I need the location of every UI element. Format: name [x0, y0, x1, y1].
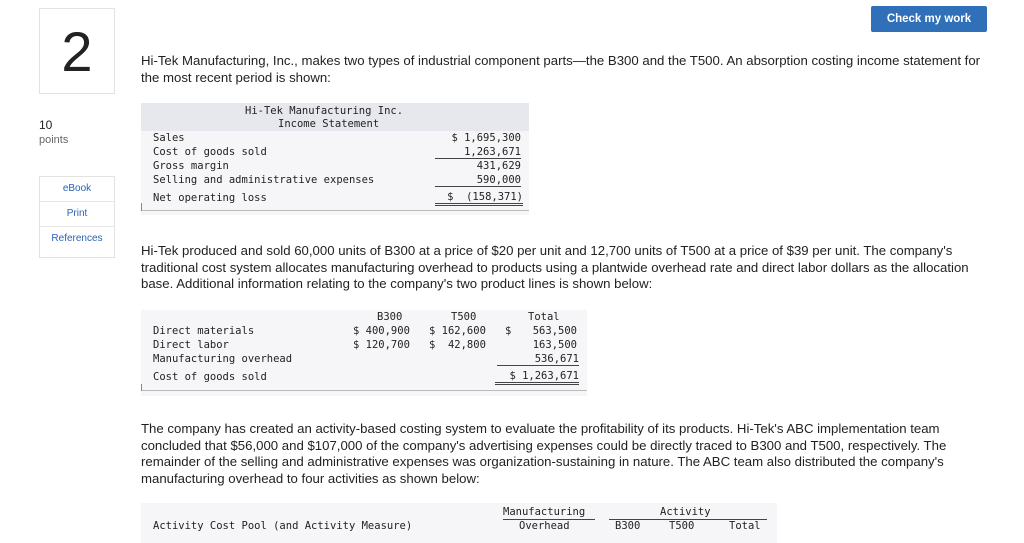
resource-links [39, 176, 115, 258]
activity-col-total: Total [729, 520, 761, 532]
intro-text: Hi-Tek Manufacturing, Inc., makes two types of industrial component parts—the B300 and the T500. An absorption costing income statement for the most recent period is shown: [141, 53, 981, 85]
income-statement-table [141, 103, 529, 215]
col-b300: B300 [377, 311, 403, 323]
col-t500: T500 [451, 311, 477, 323]
sga-label: Selling and administrative expenses [153, 174, 375, 186]
activity-col-t500: T500 [669, 520, 695, 532]
sales-value: $ 1,695,300 [451, 132, 521, 144]
dm-b300: $ 400,900 [353, 325, 410, 337]
mo-header-line1: Manufacturing [503, 506, 586, 518]
sga-value: 590,000 [435, 174, 521, 187]
production-text: Hi-Tek produced and sold 60,000 units of B300 at a price of $20 per unit and 12,700 units of T500 at a price of $39 per unit. The company's traditional cost system allocates manufacturing overhead to products using a plantwide overhead rate and direct labor dollars as the allocation base. Additional information relating to the company's two product lines is shown below: [141, 243, 969, 291]
question-number: 2 [39, 8, 115, 94]
activity-col-b300: B300 [615, 520, 641, 532]
gross-margin-label: Gross margin [153, 160, 229, 172]
dl-b300: $ 120,700 [353, 339, 410, 351]
dm-t500: $ 162,600 [429, 325, 486, 337]
points-value: 10 [39, 118, 53, 132]
income-statement-subtitle: Income Statement [278, 118, 380, 130]
net-loss-label: Net operating loss [153, 192, 267, 204]
dl-label: Direct labor [153, 339, 229, 351]
check-my-work-button[interactable]: Check my work [871, 6, 987, 32]
sales-label: Sales [153, 132, 185, 144]
dm-total: 563,500 [532, 325, 577, 337]
income-statement-title: Hi-Tek Manufacturing Inc. [245, 105, 404, 117]
activity-cost-table [141, 503, 777, 543]
abc-text: The company has created an activity-based costing system to evaluate the profitability of its products. Hi-Tek's ABC implementation team concluded that $56,000 and $107,000 of the company's advertising expenses could be directly traced to B300 and T500, respectively. The remainder of the selling and administrative expenses was organization-sustaining in nature. The ABC team also distributed the company's manufacturing overhead to four activities as shown below: [141, 421, 947, 486]
cogs-value: 1,263,671 [435, 146, 521, 159]
moh-total: 536,671 [497, 353, 579, 366]
mo-header-line2: Overhead [519, 520, 570, 532]
cogs2-label: Cost of goods sold [153, 371, 267, 383]
moh-label: Manufacturing overhead [153, 353, 293, 365]
cogs-label: Cost of goods sold [153, 146, 267, 158]
net-loss-value: $ (158,371) [435, 191, 523, 206]
activity-col-label: Activity Cost Pool (and Activity Measure) [153, 520, 413, 532]
references-link[interactable]: References [51, 233, 103, 244]
print-link[interactable]: Print [40, 202, 114, 227]
col-total: Total [528, 311, 560, 323]
ebook-link[interactable]: eBook [40, 177, 114, 202]
activity-group-header: Activity [660, 506, 711, 518]
cogs2-total: $ 1,263,671 [495, 370, 579, 385]
dm-label: Direct materials [153, 325, 255, 337]
dl-total: 163,500 [532, 339, 577, 351]
dm-dollar: $ [505, 325, 512, 337]
gross-margin-value: 431,629 [476, 160, 521, 172]
product-cost-table [141, 310, 587, 396]
dl-t500: $ 42,800 [429, 339, 486, 351]
points-label: points [39, 134, 69, 146]
